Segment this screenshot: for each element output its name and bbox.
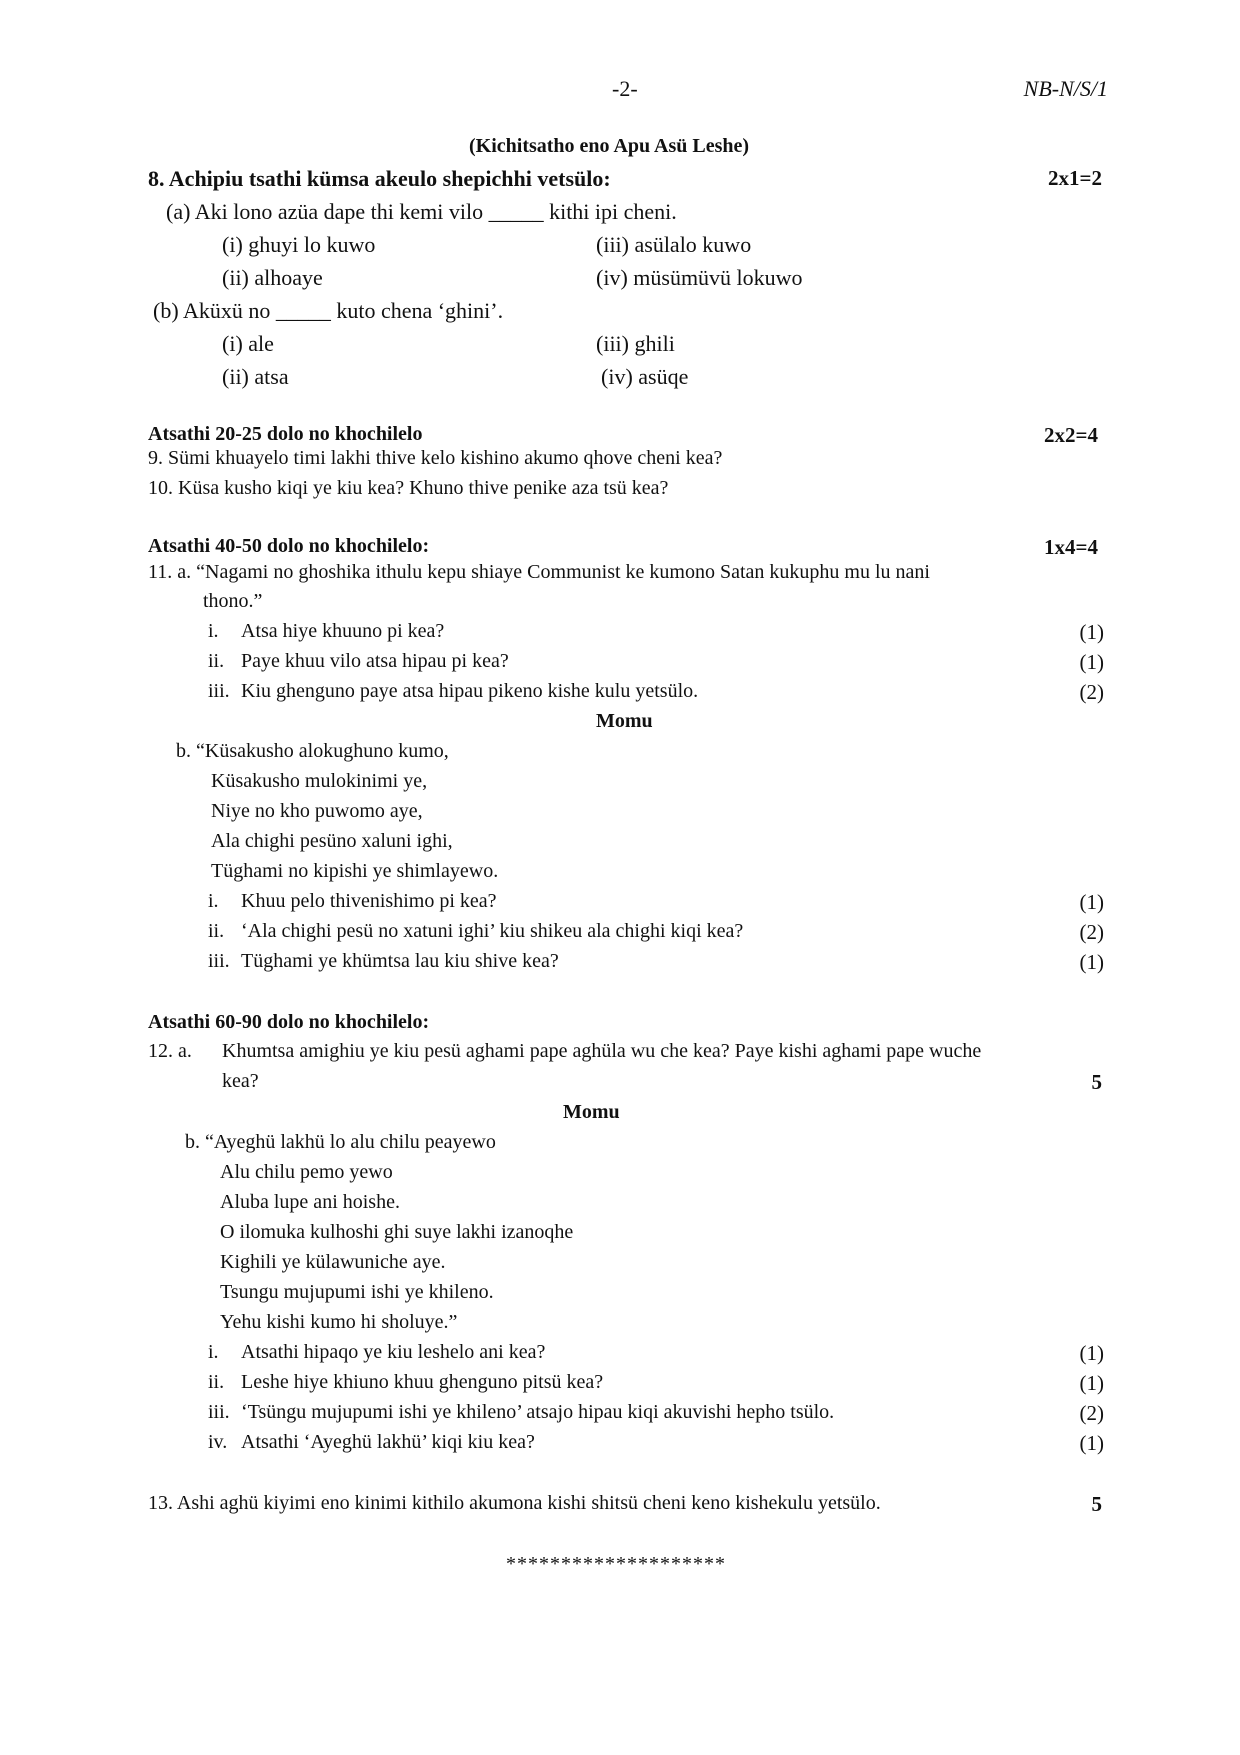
q13-text: 13. Ashi aghü kiyimi eno kinimi kithilo akumona kishi shitsü cheni keno kishekulu yetsülo. bbox=[148, 1492, 881, 1514]
end-marker: ******************** bbox=[506, 1553, 726, 1575]
paper-code: NB-N/S/1 bbox=[1023, 76, 1108, 101]
q11a-text: 11. a. “Nagami no ghoshika ithulu kepu shiaye Communist ke kumono Satan kukuphu mu lu nani bbox=[148, 561, 930, 583]
q8b-option: (iii) ghili bbox=[596, 331, 675, 356]
q11b-sub-text: Khuu pelo thivenishimo pi kea? bbox=[241, 890, 497, 912]
q11a-sub-num: iii. bbox=[208, 680, 230, 702]
q12b-sub-marks: (2) bbox=[1079, 1401, 1104, 1425]
q9-text: 9. Sümi khuayelo timi lakhi thive kelo kishino akumo qhove cheni kea? bbox=[148, 447, 723, 469]
q12b-line: Yehu kishi kumo hi sholuye.” bbox=[220, 1311, 458, 1333]
section-2-marks: 2x2=4 bbox=[1044, 423, 1098, 447]
q11b-line: Ala chighi pesüno xaluni ighi, bbox=[211, 830, 453, 852]
q11b-sub-marks: (1) bbox=[1079, 890, 1104, 914]
q10-text: 10. Küsa kusho kiqi ye kiu kea? Khuno thive penike aza tsü kea? bbox=[148, 477, 669, 499]
q12b-sub-text: Leshe hiye khiuno khuu ghenguno pitsü kea? bbox=[241, 1371, 604, 1393]
q11b-sub-text: ‘Ala chighi pesü no xatuni ighi’ kiu shikeu ala chighi kiqi kea? bbox=[241, 920, 744, 942]
or-label: Momu bbox=[563, 1101, 620, 1123]
q11b-sub-marks: (2) bbox=[1079, 920, 1104, 944]
q11a-sub-text: Kiu ghenguno paye atsa hipau pikeno kishe kulu yetsülo. bbox=[241, 680, 699, 702]
q12b-sub-marks: (1) bbox=[1079, 1431, 1104, 1455]
q11a-sub-text: Atsa hiye khuuno pi kea? bbox=[241, 620, 445, 642]
q12b-sub-num: i. bbox=[208, 1341, 219, 1363]
q8a-option: (i) ghuyi lo kuwo bbox=[222, 232, 376, 257]
q12a-marks: 5 bbox=[1091, 1070, 1102, 1094]
q11a-sub-marks: (1) bbox=[1079, 620, 1104, 644]
q12b-sub-marks: (1) bbox=[1079, 1371, 1104, 1395]
or-label: Momu bbox=[596, 710, 653, 732]
q11b-line: Tüghami no kipishi ye shimlayewo. bbox=[211, 860, 499, 882]
q12b-sub-num: iv. bbox=[208, 1431, 228, 1453]
q11a-sub-text: Paye khuu vilo atsa hipau pi kea? bbox=[241, 650, 509, 672]
section-2-heading: Atsathi 20-25 dolo no khochilelo bbox=[148, 423, 423, 445]
q12b-sub-text: Atsathi hipaqo ye kiu leshelo ani kea? bbox=[241, 1341, 546, 1363]
q11b-sub-marks: (1) bbox=[1079, 950, 1104, 974]
q12b-sub-num: ii. bbox=[208, 1371, 225, 1393]
q11a-sub-marks: (2) bbox=[1079, 680, 1104, 704]
q8b-stem: (b) Aküxü no _____ kuto chena ‘ghini’. bbox=[153, 298, 504, 323]
q11b-sub-num: ii. bbox=[208, 920, 225, 942]
q12b-line: Aluba lupe ani hoishe. bbox=[220, 1191, 400, 1213]
q8a-option: (iv) müsümüvü lokuwo bbox=[596, 265, 803, 290]
q11b-first-line: b. “Küsakusho alokughuno kumo, bbox=[176, 740, 449, 762]
section-4-heading: Atsathi 60-90 dolo no khochilelo: bbox=[148, 1011, 430, 1033]
q8b-option: (iv) asüqe bbox=[601, 364, 689, 389]
q11b-line: Niye no kho puwomo aye, bbox=[211, 800, 423, 822]
q8-marks: 2x1=2 bbox=[1048, 166, 1102, 190]
q12a-text-cont: kea? bbox=[222, 1070, 259, 1092]
q11a-sub-num: ii. bbox=[208, 650, 225, 672]
q8-heading: 8. Achipiu tsathi kümsa akeulo shepichhi vetsülo: bbox=[148, 166, 611, 191]
q12b-sub-marks: (1) bbox=[1079, 1341, 1104, 1365]
q12a-label: 12. a. bbox=[148, 1040, 192, 1062]
section-title: (Kichitsatho eno Apu Asü Leshe) bbox=[469, 135, 750, 157]
q12b-first-line: b. “Ayeghü lakhü lo alu chilu peayewo bbox=[185, 1131, 496, 1153]
q11b-sub-num: i. bbox=[208, 890, 219, 912]
q12b-sub-num: iii. bbox=[208, 1401, 230, 1423]
q11a-sub-num: i. bbox=[208, 620, 219, 642]
q8a-stem: (a) Aki lono azüa dape thi kemi vilo _____ kithi ipi cheni. bbox=[166, 199, 677, 224]
q12b-sub-text: Atsathi ‘Ayeghü lakhü’ kiqi kiu kea? bbox=[241, 1431, 535, 1453]
q11b-sub-text: Tüghami ye khümtsa lau kiu shive kea? bbox=[241, 950, 559, 972]
q8a-option: (iii) asülalo kuwo bbox=[596, 232, 752, 257]
section-3-marks: 1x4=4 bbox=[1044, 535, 1098, 559]
section-3-heading: Atsathi 40-50 dolo no khochilelo: bbox=[148, 535, 430, 557]
q13-marks: 5 bbox=[1091, 1492, 1102, 1516]
q11a-text-cont: thono.” bbox=[203, 590, 263, 612]
q12b-line: O ilomuka kulhoshi ghi suye lakhi izanoqhe bbox=[220, 1221, 574, 1243]
q8a-option: (ii) alhoaye bbox=[222, 265, 323, 290]
q8b-option: (ii) atsa bbox=[222, 364, 289, 389]
q12a-text: Khumtsa amighiu ye kiu pesü aghami pape aghüla wu che kea? Paye kishi aghami pape wuche bbox=[222, 1040, 982, 1062]
q8b-option: (i) ale bbox=[222, 331, 274, 356]
q11b-line: Küsakusho mulokinimi ye, bbox=[211, 770, 428, 792]
q12b-line: Alu chilu pemo yewo bbox=[220, 1161, 393, 1183]
q12b-line: Tsungu mujupumi ishi ye khileno. bbox=[220, 1281, 494, 1303]
page-number: -2- bbox=[612, 76, 638, 101]
q11b-sub-num: iii. bbox=[208, 950, 230, 972]
q11a-sub-marks: (1) bbox=[1079, 650, 1104, 674]
q12b-sub-text: ‘Tsüngu mujupumi ishi ye khileno’ atsajo hipau kiqi akuvishi hepho tsülo. bbox=[241, 1401, 835, 1423]
q12b-line: Kighili ye külawuniche aye. bbox=[220, 1251, 446, 1273]
